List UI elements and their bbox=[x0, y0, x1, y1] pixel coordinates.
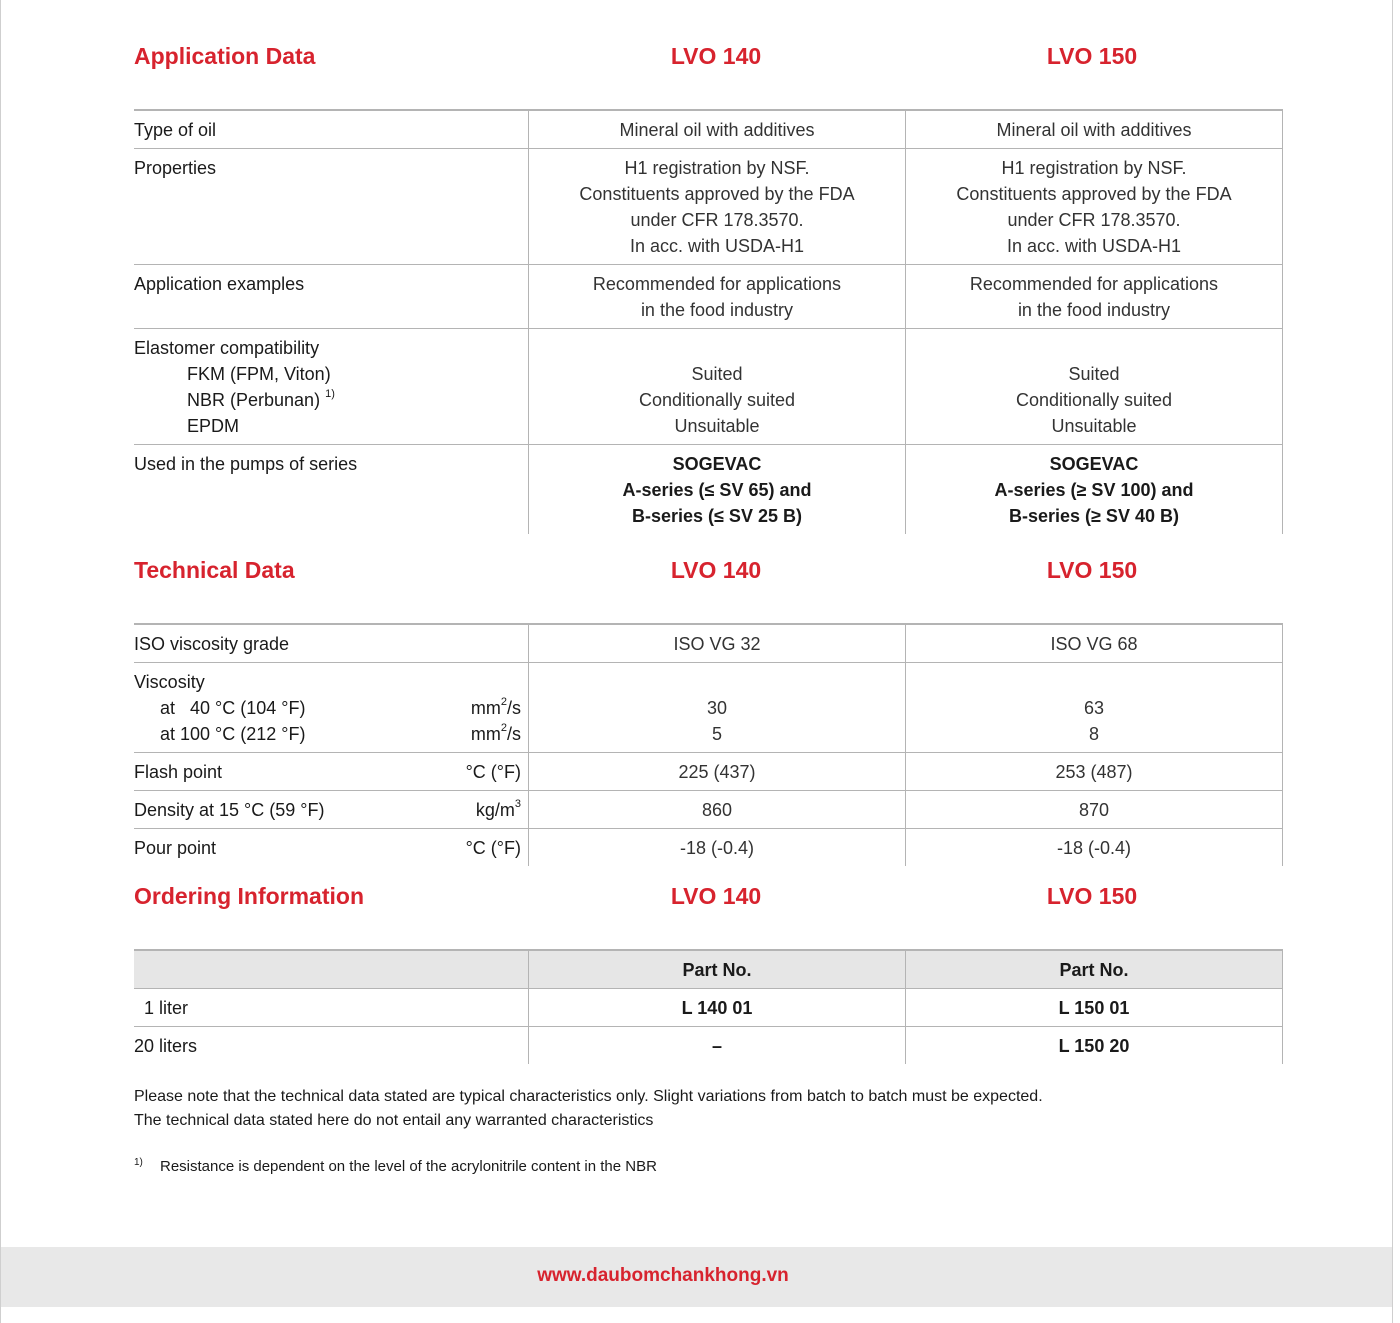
cell-line: 5 bbox=[711, 724, 722, 744]
cell-value: 870 bbox=[906, 791, 1283, 829]
cell-line: Conditionally suited bbox=[638, 390, 796, 410]
ordering-info-header bbox=[134, 883, 1281, 949]
cell-line: B-series (≤ SV 25 B) bbox=[632, 506, 802, 526]
cell-value bbox=[529, 445, 906, 535]
cell-line: 30 bbox=[706, 698, 728, 718]
header-cell: Part No. bbox=[906, 950, 1283, 989]
table-row bbox=[134, 149, 1283, 265]
column-title-lvo150: LVO 150 bbox=[1046, 883, 1138, 909]
table-row bbox=[134, 445, 1283, 535]
technical-data-header bbox=[134, 557, 1281, 623]
unit-label: °C (°F) bbox=[465, 762, 521, 782]
cell-value: ISO VG 68 bbox=[906, 624, 1283, 663]
row-label: 20 liters bbox=[134, 1036, 198, 1056]
cell-line: under CFR 178.3570. bbox=[630, 210, 804, 230]
cell-value: 860 bbox=[529, 791, 906, 829]
footer-website-link[interactable]: www.daubomchankhong.vn bbox=[537, 1265, 789, 1286]
row-label-text: Pour point bbox=[134, 838, 217, 858]
cell-value: -18 (-0.4) bbox=[529, 829, 906, 867]
cell-line: Suited bbox=[1068, 364, 1120, 384]
table-row bbox=[134, 1027, 1283, 1065]
technical-data-section bbox=[134, 557, 1281, 866]
row-label bbox=[134, 753, 529, 791]
cell-value: L 140 01 bbox=[529, 989, 906, 1027]
cell-value: L 150 20 bbox=[906, 1027, 1283, 1065]
cell-line: in the food industry bbox=[640, 300, 794, 320]
unit-label: $mm^2/s$ bbox=[470, 722, 521, 744]
column-title-lvo140: LVO 140 bbox=[670, 43, 762, 69]
row-label bbox=[134, 989, 529, 1027]
cell-line: H1 registration by NSF. bbox=[624, 158, 810, 178]
table-row bbox=[134, 265, 1283, 329]
cell-line: Recommended for applications bbox=[969, 274, 1219, 294]
row-sublabel-text: at 40 °C (104 °F) bbox=[160, 698, 306, 718]
cell-value bbox=[529, 329, 906, 445]
cell-line: 8 bbox=[1088, 724, 1099, 744]
cell-line: Unsuitable bbox=[674, 416, 760, 436]
row-label: Used in the pumps of series bbox=[134, 454, 358, 474]
cell-value: – bbox=[529, 1027, 906, 1065]
cell-line: 63 bbox=[1083, 698, 1105, 718]
cell-line: Constituents approved by the FDA bbox=[956, 184, 1232, 204]
cell-line: In acc. with USDA-H1 bbox=[629, 236, 805, 256]
table-row bbox=[134, 624, 1283, 663]
header-blank bbox=[134, 950, 529, 989]
application-data-header bbox=[134, 43, 1281, 109]
application-data-table bbox=[134, 109, 1283, 534]
cell-line: under CFR 178.3570. bbox=[1007, 210, 1181, 230]
footer-band bbox=[1, 1247, 1392, 1307]
cell-value bbox=[906, 149, 1283, 265]
cell-value bbox=[529, 663, 906, 753]
cell-line: SOGEVAC bbox=[672, 454, 762, 474]
cell-line: H1 registration by NSF. bbox=[1001, 158, 1187, 178]
row-label-text: Density at 15 °C (59 °F) bbox=[134, 800, 325, 820]
cell-value: -18 (-0.4) bbox=[906, 829, 1283, 867]
table-row bbox=[134, 989, 1283, 1027]
table-row bbox=[134, 829, 1283, 867]
row-sublabel bbox=[134, 695, 528, 721]
ordering-info-section bbox=[134, 883, 1281, 1064]
row-sublabel: EPDM bbox=[187, 416, 240, 436]
cell-line: B-series (≥ SV 40 B) bbox=[1009, 506, 1179, 526]
row-label: ISO viscosity grade bbox=[134, 634, 290, 654]
disclaimer-note bbox=[134, 1085, 1234, 1133]
row-label-main: Elastomer compatibility bbox=[134, 338, 320, 358]
header-cell: Part No. bbox=[529, 950, 906, 989]
row-sublabel-text: NBR (Perbunan) bbox=[187, 390, 321, 410]
table-row bbox=[134, 663, 1283, 753]
column-title-lvo150: LVO 150 bbox=[1046, 557, 1138, 583]
row-label: Type of oil bbox=[134, 120, 217, 140]
cell-line: SOGEVAC bbox=[1049, 454, 1139, 474]
cell-line: In acc. with USDA-H1 bbox=[1006, 236, 1182, 256]
cell-line: A-series (≤ SV 65) and bbox=[622, 480, 812, 500]
footnote-reference: 1) bbox=[325, 388, 335, 400]
section-title: Application Data bbox=[134, 43, 316, 69]
table-header-row bbox=[134, 950, 1283, 989]
table-row bbox=[134, 329, 1283, 445]
row-label bbox=[134, 829, 529, 867]
table-row bbox=[134, 791, 1283, 829]
cell-line: Constituents approved by the FDA bbox=[579, 184, 855, 204]
cell-line: A-series (≥ SV 100) and bbox=[994, 480, 1194, 500]
table-row bbox=[134, 110, 1283, 149]
column-title-lvo140: LVO 140 bbox=[670, 883, 762, 909]
row-label-text: 1 liter bbox=[144, 998, 189, 1018]
section-title: Ordering Information bbox=[134, 883, 364, 909]
row-label: Properties bbox=[134, 158, 217, 178]
cell-value bbox=[529, 265, 906, 329]
row-label-text: Flash point bbox=[134, 762, 223, 782]
cell-value bbox=[906, 445, 1283, 535]
cell-value bbox=[906, 265, 1283, 329]
row-label bbox=[134, 329, 529, 445]
cell-value: L 150 01 bbox=[906, 989, 1283, 1027]
section-title: Technical Data bbox=[134, 557, 295, 583]
cell-value bbox=[906, 329, 1283, 445]
row-sublabel: FKM (FPM, Viton) bbox=[187, 364, 331, 384]
row-sublabel-text: at 100 °C (212 °F) bbox=[160, 724, 306, 744]
row-label-main: Viscosity bbox=[134, 672, 205, 692]
cell-line: Conditionally suited bbox=[1015, 390, 1173, 410]
technical-data-table bbox=[134, 623, 1283, 866]
application-data-section bbox=[134, 43, 1281, 534]
page-frame-right bbox=[1392, 0, 1393, 1323]
row-label bbox=[134, 663, 529, 753]
note-line: Please note that the technical data stated are typical characteristics only. Slight variations from batch to batch must be expected. bbox=[134, 1088, 1043, 1105]
unit-label: °C (°F) bbox=[465, 838, 521, 858]
row-label bbox=[134, 791, 529, 829]
cell-value bbox=[529, 149, 906, 265]
footnote-mark: 1) bbox=[134, 1157, 143, 1168]
page-frame-left bbox=[0, 0, 1, 1323]
table-row bbox=[134, 753, 1283, 791]
column-title-lvo140: LVO 140 bbox=[670, 557, 762, 583]
cell-line: in the food industry bbox=[1017, 300, 1171, 320]
cell-value bbox=[906, 663, 1283, 753]
row-sublabel bbox=[134, 387, 528, 413]
unit-label: $mm^2/s$ bbox=[470, 696, 521, 718]
unit-label: $kg/m^3$ bbox=[475, 798, 521, 820]
column-title-lvo150: LVO 150 bbox=[1046, 43, 1138, 69]
row-sublabel bbox=[134, 721, 528, 747]
cell-line: Suited bbox=[691, 364, 743, 384]
cell-line: Unsuitable bbox=[1051, 416, 1137, 436]
cell-value: Mineral oil with additives bbox=[529, 110, 906, 149]
ordering-info-table bbox=[134, 949, 1283, 1064]
cell-value: 253 (487) bbox=[906, 753, 1283, 791]
cell-line: Recommended for applications bbox=[592, 274, 842, 294]
cell-value: ISO VG 32 bbox=[529, 624, 906, 663]
footnote-text: Resistance is dependent on the level of the acrylonitrile content in the NBR bbox=[160, 1158, 657, 1175]
row-label: Application examples bbox=[134, 274, 305, 294]
note-line: The technical data stated here do not entail any warranted characteristics bbox=[134, 1112, 654, 1129]
cell-value: Mineral oil with additives bbox=[906, 110, 1283, 149]
cell-value: 225 (437) bbox=[529, 753, 906, 791]
